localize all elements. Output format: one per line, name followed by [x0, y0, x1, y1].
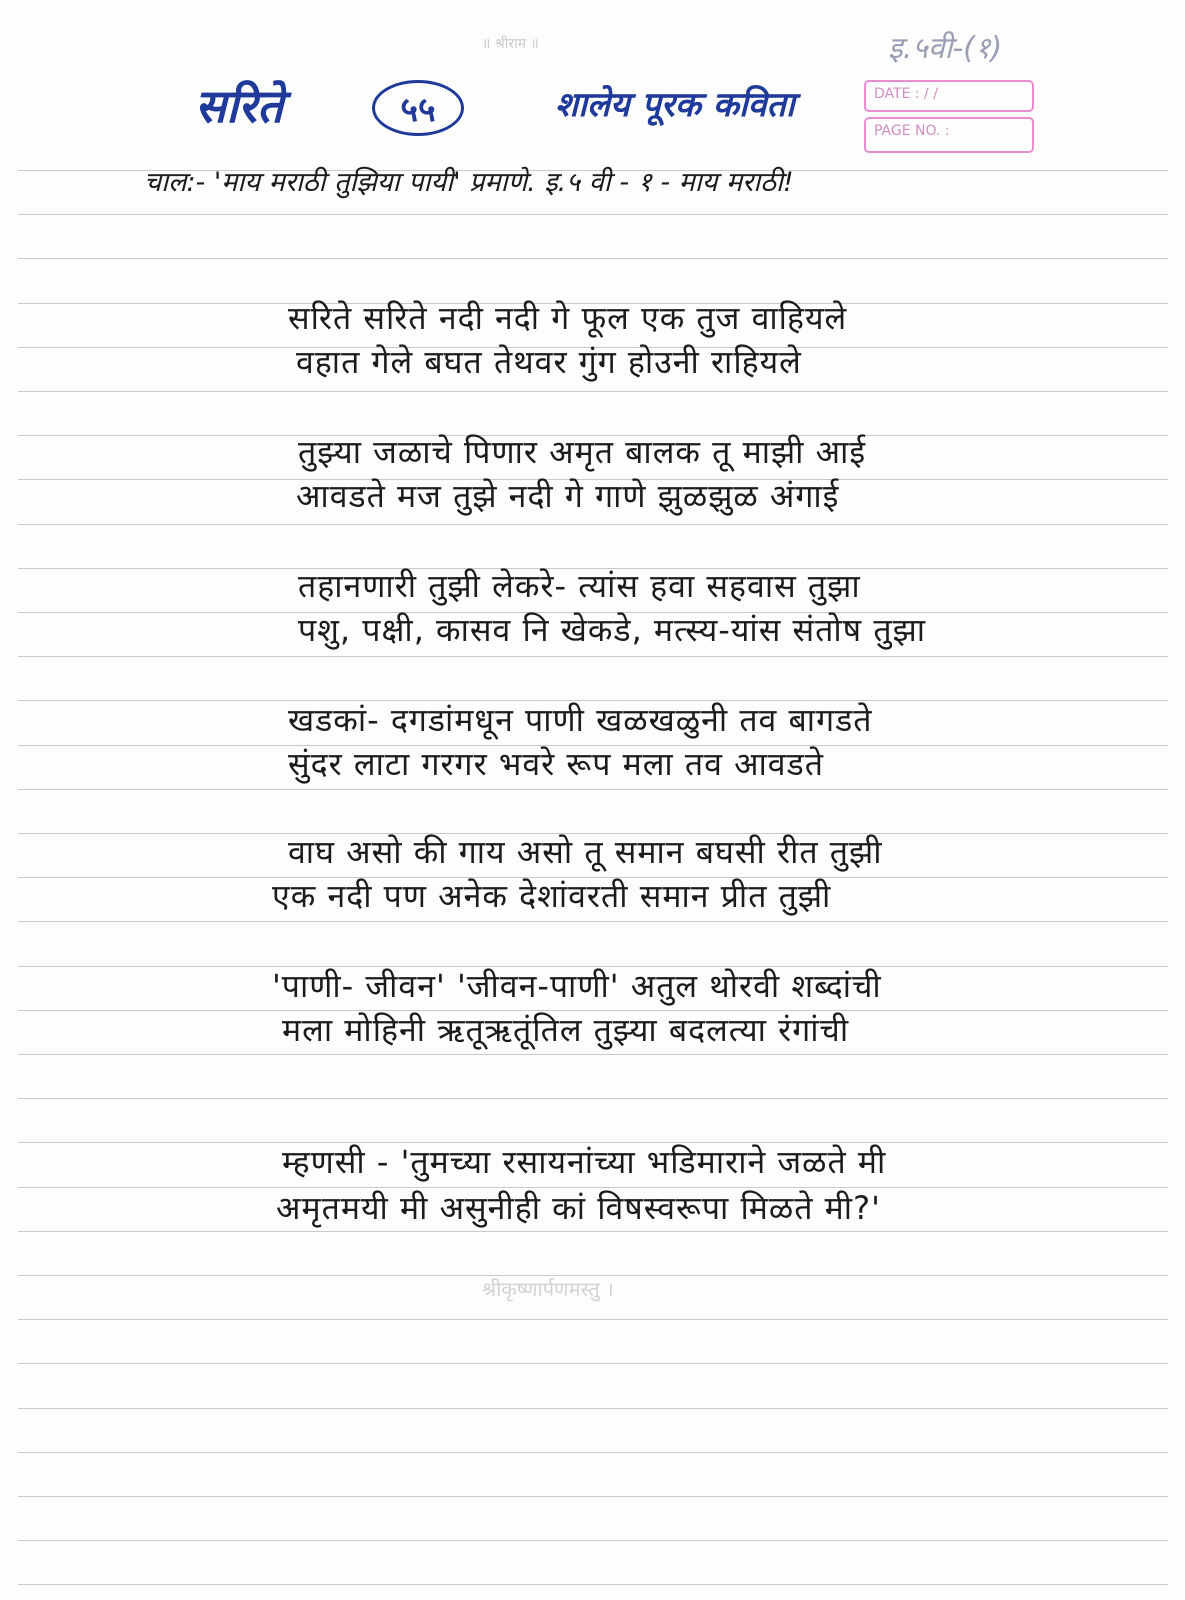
ruled-line — [18, 1496, 1168, 1497]
bottom-watermark: श्रीकृष्णार्पणमस्तु । — [482, 1277, 614, 1301]
stanza-line: आवडते मज तुझे नदी गे गाणे झुळझुळ अंगाई — [296, 477, 840, 515]
poem-number-circle — [372, 80, 464, 136]
ruled-line — [18, 1054, 1168, 1055]
ruled-line — [18, 789, 1168, 790]
ruled-line — [18, 214, 1168, 215]
poem-title: सरिते — [195, 79, 284, 133]
ruled-line — [18, 1319, 1168, 1320]
ruled-line — [18, 1540, 1168, 1541]
stanza-line: सुंदर लाटा गरगर भवरे रूप मला तव आवडते — [288, 745, 824, 783]
date-stamp: DATE : / / — [864, 80, 1034, 112]
page-no-stamp: PAGE NO. : — [864, 117, 1034, 153]
top-watermark: ॥ श्रीराम ॥ — [482, 36, 539, 52]
ruled-line — [18, 1584, 1168, 1585]
stanza-line: खडकां- दगडांमधून पाणी खळखळुनी तव बागडते — [288, 701, 873, 739]
stanza-line: एक नदी पण अनेक देशांवरती समान प्रीत तुझी — [272, 877, 832, 915]
tune-note: चाल:- 'माय मराठी तुझिया पायी' प्रमाणे. इ.५ वी - १ - माय मराठी! — [144, 167, 794, 198]
ruled-line — [18, 1408, 1168, 1409]
ruled-line — [18, 391, 1168, 392]
reference-note: इ.५वी-(१) — [888, 31, 1003, 66]
ruled-line — [18, 921, 1168, 922]
ruled-line — [18, 1231, 1168, 1232]
stanza-line: मला मोहिनी ऋतूऋतूंतिल तुझ्या बदलत्या रंगांची — [282, 1011, 850, 1049]
stanza-line: सरिते सरिते नदी नदी गे फूल एक तुज वाहियले — [288, 299, 848, 337]
ruled-line — [18, 1452, 1168, 1453]
ruled-line — [18, 524, 1168, 525]
ruled-line — [18, 1363, 1168, 1364]
stanza-line: 'पाणी- जीवन' 'जीवन-पाणी' अतुल थोरवी शब्दांची — [272, 967, 882, 1005]
stanza-line: पशु, पक्षी, कासव नि खेकडे, मत्स्य-यांस संतोष तुझा — [298, 611, 927, 649]
stanza-line: वहात गेले बघत तेथवर गुंग होउनी राहियले — [296, 343, 802, 381]
poem-category: शालेय पूरक कविता — [555, 85, 795, 125]
ruled-line — [18, 656, 1168, 657]
ruled-line — [18, 258, 1168, 259]
stanza-line: वाघ असो की गाय असो तू समान बघसी रीत तुझी — [288, 833, 883, 871]
stanza-line: तहानणारी तुझी लेकरे- त्यांस हवा सहवास तुझा — [298, 567, 861, 605]
ruled-line — [18, 1098, 1168, 1099]
stanza-line: तुझ्या जळाचे पिणार अमृत बालक तू माझी आई — [298, 433, 867, 471]
stanza-line: म्हणसी - 'तुमच्या रसायनांच्या भडिमाराने जळते मी — [282, 1143, 887, 1181]
stanza-line: अमृतमयी मी असुनीही कां विषस्वरूपा मिळते मी?' — [276, 1189, 881, 1227]
poem-number: ५५ — [400, 90, 436, 130]
